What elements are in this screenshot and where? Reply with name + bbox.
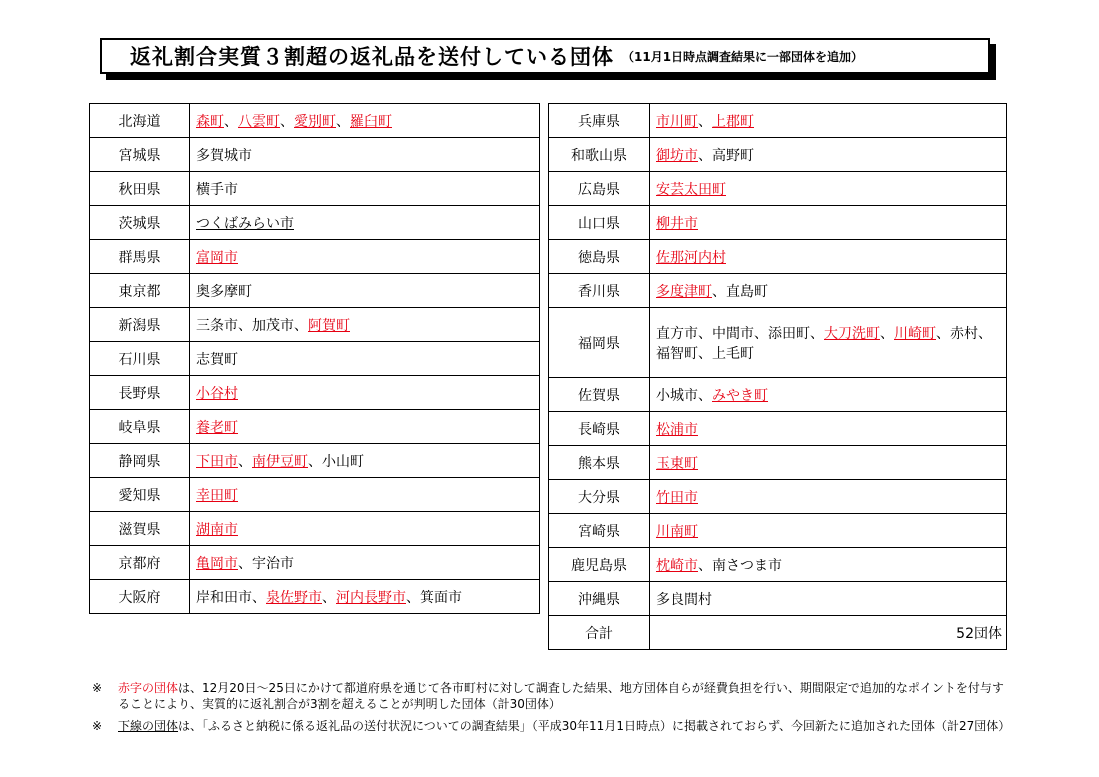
prefecture-row (549, 514, 1007, 548)
municipality: 柳井市 (656, 215, 698, 232)
municipality: 上毛町 (712, 345, 754, 362)
separator: 、 (698, 345, 712, 362)
prefecture-name: 宮城県 (90, 138, 190, 172)
town-list (190, 172, 540, 206)
prefecture-row (549, 206, 1007, 240)
municipality: 直方市 (656, 325, 698, 342)
prefecture-row (90, 206, 540, 240)
municipality: 枕崎市 (656, 557, 698, 574)
municipality: 高野町 (712, 147, 754, 164)
separator: 、 (238, 555, 252, 572)
municipality: 福智町 (656, 345, 698, 362)
prefecture-name: 滋賀県 (90, 512, 190, 546)
separator: 、 (238, 317, 252, 334)
town-list (650, 240, 1007, 274)
footnote-underline (92, 718, 1012, 734)
town-list (650, 104, 1007, 138)
town-list (650, 308, 1007, 378)
prefecture-row (549, 172, 1007, 206)
note-text: は、12月20日～25日にかけて都道府県を通じて各市町村に対して調査した結果、地方団体自らが経費負担を行い、期間限定で追加的なポイントを付与することにより、実質的に返礼割合が3割を超えることが判明した団体（計30団体） (118, 681, 1004, 711)
prefecture-name: 徳島県 (549, 240, 650, 274)
town-list (650, 548, 1007, 582)
prefecture-name: 秋田県 (90, 172, 190, 206)
footnotes (92, 680, 1012, 740)
town-list (190, 580, 540, 614)
prefecture-name: 愛知県 (90, 478, 190, 512)
municipality: 玉東町 (656, 455, 698, 472)
municipality: 川南町 (656, 523, 698, 540)
prefecture-name: 大分県 (549, 480, 650, 514)
prefecture-name: 和歌山県 (549, 138, 650, 172)
prefecture-row (90, 308, 540, 342)
prefecture-row (549, 240, 1007, 274)
town-list (650, 446, 1007, 480)
total-value: 52団体 (650, 616, 1007, 650)
separator: 、 (336, 113, 350, 130)
town-list (190, 376, 540, 410)
municipality: 御坊市 (656, 147, 698, 164)
prefecture-name: 佐賀県 (549, 378, 650, 412)
prefecture-name: 沖縄県 (549, 582, 650, 616)
municipality: 森町 (196, 113, 224, 130)
town-list (650, 206, 1007, 240)
prefecture-row (90, 342, 540, 376)
separator: 、 (406, 589, 420, 606)
municipality: 川崎町 (894, 325, 936, 342)
prefecture-name: 熊本県 (549, 446, 650, 480)
municipality: 市川町 (656, 113, 698, 130)
separator: 、 (810, 325, 824, 342)
note-body (118, 718, 1010, 734)
municipality: 加茂市 (252, 317, 294, 334)
prefecture-row (90, 580, 540, 614)
municipality: 羅臼町 (350, 113, 392, 130)
municipality: 河内長野市 (336, 589, 406, 606)
prefecture-row (90, 376, 540, 410)
separator: 、 (754, 325, 768, 342)
prefecture-row (90, 546, 540, 580)
municipality: 上郡町 (712, 113, 754, 130)
municipality: 志賀町 (196, 351, 238, 368)
prefecture-row (90, 104, 540, 138)
municipality: みやき町 (712, 387, 768, 404)
town-list (650, 138, 1007, 172)
town-list (650, 274, 1007, 308)
prefecture-name: 鹿児島県 (549, 548, 650, 582)
prefecture-name: 香川県 (549, 274, 650, 308)
separator: 、 (698, 325, 712, 342)
municipality: 小山町 (322, 453, 364, 470)
municipality: 富岡市 (196, 249, 238, 266)
title-box (100, 38, 990, 74)
town-list (190, 444, 540, 478)
municipality: 南さつま市 (712, 557, 782, 574)
municipality: 小城市 (656, 387, 698, 404)
municipality: 小谷村 (196, 385, 238, 402)
municipality: 大刀洗町 (824, 325, 880, 342)
municipality: 養老町 (196, 419, 238, 436)
town-list (650, 582, 1007, 616)
prefecture-row (90, 240, 540, 274)
page-subtitle: （11月1日時点調査結果に一部団体を追加） (622, 49, 864, 64)
town-list (650, 480, 1007, 514)
total-row (549, 616, 1007, 650)
note-highlight-red: 赤字の団体 (118, 681, 179, 695)
left-prefecture-table (89, 103, 540, 614)
note-mark: ※ (92, 681, 103, 695)
separator: 、 (698, 113, 712, 130)
town-list (190, 546, 540, 580)
prefecture-name: 兵庫県 (549, 104, 650, 138)
town-list (650, 514, 1007, 548)
municipality: 幸田町 (196, 487, 238, 504)
municipality: 多度津町 (656, 283, 712, 300)
town-list (190, 104, 540, 138)
municipality: 湖南市 (196, 521, 238, 538)
prefecture-row (90, 512, 540, 546)
note-text: は、「ふるさと納税に係る返礼品の送付状況についての調査結果」（平成30年11月1日時点）に掲載されておらず、今回新たに追加された団体（計27団体） (178, 719, 1011, 733)
prefecture-row (90, 444, 540, 478)
separator: 、 (712, 283, 726, 300)
municipality: 直島町 (726, 283, 768, 300)
town-list (190, 512, 540, 546)
municipality: 赤村 (950, 325, 978, 342)
note-highlight-underline: 下線の団体 (118, 719, 179, 733)
town-list (650, 378, 1007, 412)
page-title: 返礼割合実質３割超の返礼品を送付している団体 (130, 45, 614, 69)
town-list (190, 138, 540, 172)
prefecture-row (549, 582, 1007, 616)
municipality: 佐那河内村 (656, 249, 726, 266)
municipality: 多良間村 (656, 591, 712, 608)
separator: 、 (698, 557, 712, 574)
right-prefecture-table (548, 103, 1007, 650)
prefecture-name: 北海道 (90, 104, 190, 138)
municipality: 下田市 (196, 453, 238, 470)
prefecture-name: 新潟県 (90, 308, 190, 342)
municipality: 亀岡市 (196, 555, 238, 572)
municipality: 阿賀町 (308, 317, 350, 334)
prefecture-row (90, 138, 540, 172)
prefecture-row (549, 412, 1007, 446)
separator: 、 (280, 113, 294, 130)
municipality: 竹田市 (656, 489, 698, 506)
prefecture-row (90, 478, 540, 512)
separator: 、 (322, 589, 336, 606)
prefecture-row (549, 138, 1007, 172)
municipality: 多賀城市 (196, 147, 252, 164)
municipality: 奥多摩町 (196, 283, 252, 300)
town-list (190, 240, 540, 274)
prefecture-name: 群馬県 (90, 240, 190, 274)
municipality: 箕面市 (420, 589, 462, 606)
town-list (190, 410, 540, 444)
note-body (118, 680, 1012, 712)
separator: 、 (252, 589, 266, 606)
prefecture-name: 山口県 (549, 206, 650, 240)
town-list (650, 172, 1007, 206)
prefecture-name: 広島県 (549, 172, 650, 206)
municipality: 八雲町 (238, 113, 280, 130)
prefecture-row (549, 378, 1007, 412)
prefecture-name: 宮崎県 (549, 514, 650, 548)
prefecture-name: 長崎県 (549, 412, 650, 446)
separator: 、 (308, 453, 322, 470)
separator: 、 (978, 325, 992, 342)
separator: 、 (238, 453, 252, 470)
prefecture-row (90, 172, 540, 206)
municipality: 愛別町 (294, 113, 336, 130)
municipality: 松浦市 (656, 421, 698, 438)
municipality: 添田町 (768, 325, 810, 342)
prefecture-name: 福岡県 (549, 308, 650, 378)
separator: 、 (936, 325, 950, 342)
separator: 、 (698, 147, 712, 164)
municipality: 宇治市 (252, 555, 294, 572)
prefecture-row (549, 104, 1007, 138)
separator: 、 (698, 387, 712, 404)
footnote-red (92, 680, 1012, 712)
separator: 、 (224, 113, 238, 130)
municipality: 南伊豆町 (252, 453, 308, 470)
municipality: 横手市 (196, 181, 238, 198)
prefecture-name: 静岡県 (90, 444, 190, 478)
separator: 、 (294, 317, 308, 334)
separator: 、 (880, 325, 894, 342)
prefecture-row (90, 410, 540, 444)
municipality: 三条市 (196, 317, 238, 334)
prefecture-row (549, 308, 1007, 378)
total-label: 合計 (549, 616, 650, 650)
municipality: 泉佐野市 (266, 589, 322, 606)
prefecture-row (90, 274, 540, 308)
prefecture-row (549, 274, 1007, 308)
town-list (190, 342, 540, 376)
prefecture-name: 京都府 (90, 546, 190, 580)
prefecture-row (549, 548, 1007, 582)
prefecture-row (549, 446, 1007, 480)
town-list (190, 274, 540, 308)
town-list (650, 412, 1007, 446)
prefecture-name: 茨城県 (90, 206, 190, 240)
municipality: つくばみらい市 (196, 215, 294, 232)
prefecture-name: 大阪府 (90, 580, 190, 614)
prefecture-row (549, 480, 1007, 514)
note-mark: ※ (92, 719, 103, 733)
municipality: 岸和田市 (196, 589, 252, 606)
prefecture-name: 東京都 (90, 274, 190, 308)
prefecture-name: 長野県 (90, 376, 190, 410)
municipality: 安芸太田町 (656, 181, 726, 198)
prefecture-name: 石川県 (90, 342, 190, 376)
town-list (190, 308, 540, 342)
municipality: 中間市 (712, 325, 754, 342)
prefecture-name: 岐阜県 (90, 410, 190, 444)
town-list (190, 206, 540, 240)
town-list (190, 478, 540, 512)
